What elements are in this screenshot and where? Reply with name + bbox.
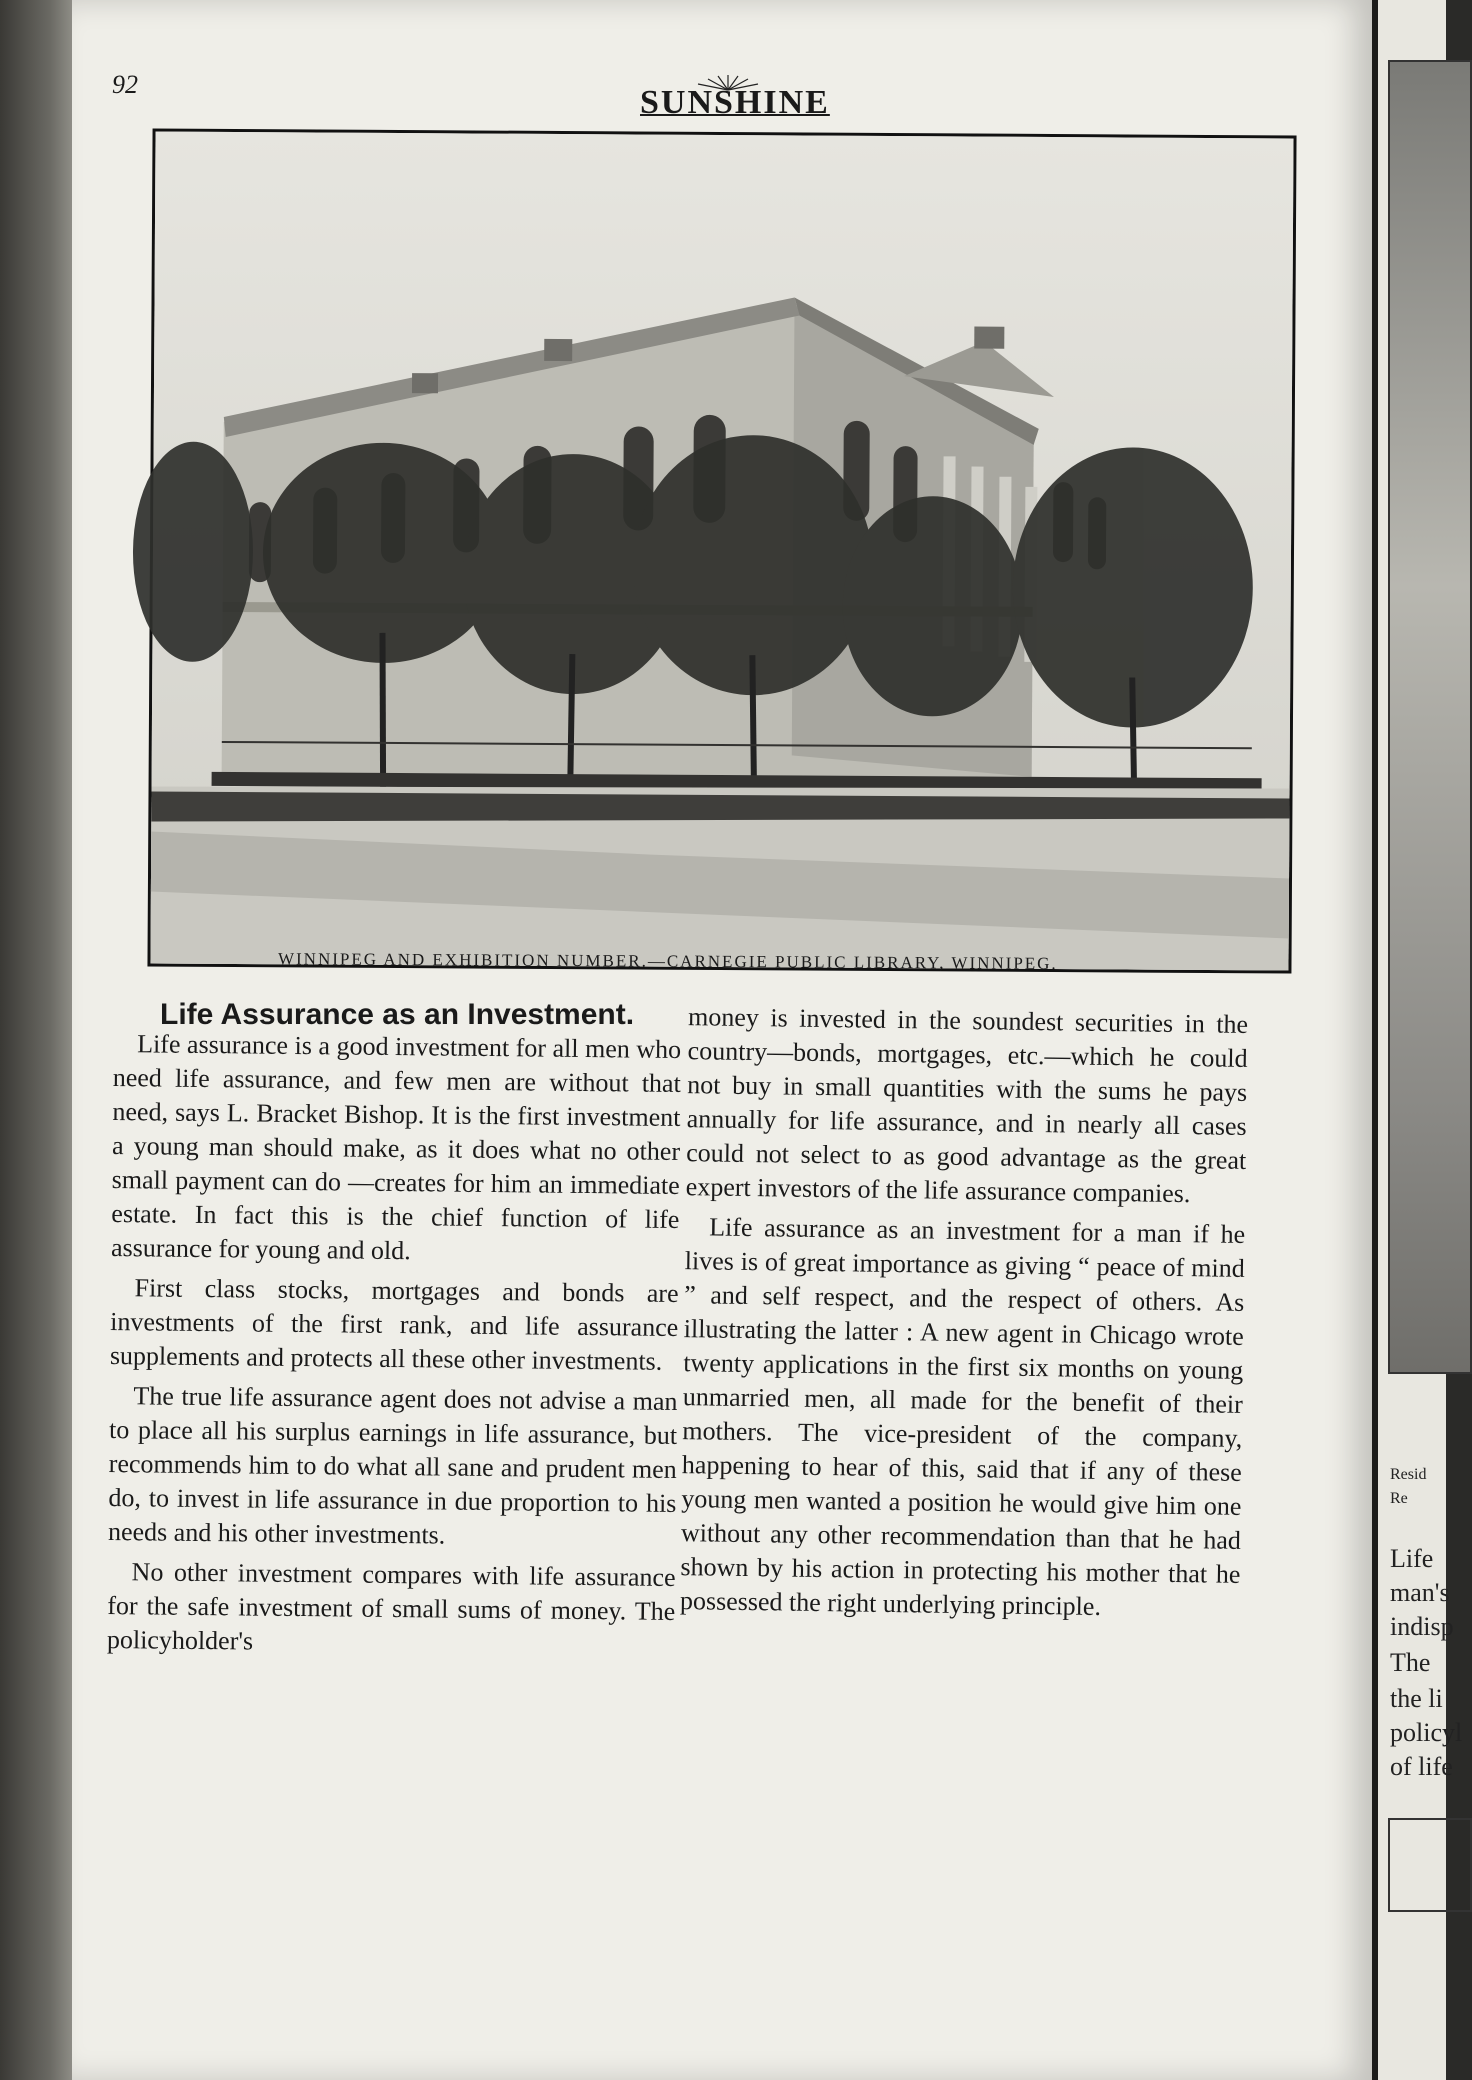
article-title: Life Assurance as an Investment.	[160, 998, 635, 1031]
adjacent-caption-line: Re	[1390, 1490, 1408, 1507]
article-column-left	[107, 1027, 682, 1669]
adjacent-photo-fragment	[1388, 60, 1472, 1374]
adjacent-text-line: indisp	[1390, 1612, 1454, 1641]
paragraph: First class stocks, mortgages and bonds are investments of the first rank, and life assurance supplements and protects all these other investments.	[109, 1273, 679, 1376]
masthead-title: SUNSHINE	[640, 84, 830, 121]
adjacent-page-fragment	[1372, 0, 1463, 2080]
page-number: 92	[112, 70, 138, 99]
adjacent-text-line: of life	[1390, 1752, 1453, 1781]
photo-caption: WINNIPEG AND EXHIBITION NUMBER.—CARNEGIE PUBLIC LIBRARY, WINNIPEG.	[277, 949, 1058, 974]
adjacent-caption-line: Resid	[1390, 1466, 1427, 1483]
scan-background-left	[0, 0, 72, 2080]
adjacent-text-line: Life	[1390, 1544, 1434, 1573]
paragraph: The true life assurance agent does not advise a man to place all his surplus earnings in life assurance, but recommends him to do what all sane and prudent men do, to invest in life assurance in due proportion to his needs and his other investments.	[107, 1381, 678, 1550]
adjacent-text-line: policyl	[1390, 1718, 1463, 1747]
article-column-right	[680, 1000, 1249, 1632]
paragraph: No other investment compares with life assurance for the safe investment of small sums of money. The policyholder's	[106, 1557, 676, 1656]
adjacent-text-line: the li	[1390, 1684, 1443, 1713]
paragraph: money is invested in the soundest securities in the country—bonds, mortgages, etc.—which he could not buy in small quantities with the sums he pays annually for life assurance, and in nearly all cases could not select to as good advantage as the great expert investors of the life assurance companies.	[685, 1002, 1249, 1209]
library-photograph	[147, 129, 1296, 974]
adjacent-text-line: man's	[1390, 1578, 1450, 1607]
adjacent-text-line: The	[1390, 1648, 1431, 1677]
paragraph: Life assurance as an investment for a man if he lives is of great importance as giving “ peace of mind ” and self respect, and the respect of others. As illustrating the latter : A new agent in Chicago wrote twenty applications in the first six months on young unmarried men, all made for the benefit of their mothers. The vice-president of the company, happening to hear of this, said that if any of these young men wanted a position he would give him one without any other recommendation than that he had shown by his action in protecting his mother that he possessed the right underlying principle.	[679, 1212, 1246, 1621]
library-building-image	[150, 132, 1293, 971]
adjacent-box-fragment	[1388, 1818, 1472, 1912]
paragraph: Life assurance is a good investment for all men who need life assurance, and few men are without that need, says L. Bracket Bishop. It is the first investment a young man should make, as it does what no other small payment can do —creates for him an immediate estate. In fact this is the chief function of life assurance for young and old.	[110, 1029, 682, 1266]
